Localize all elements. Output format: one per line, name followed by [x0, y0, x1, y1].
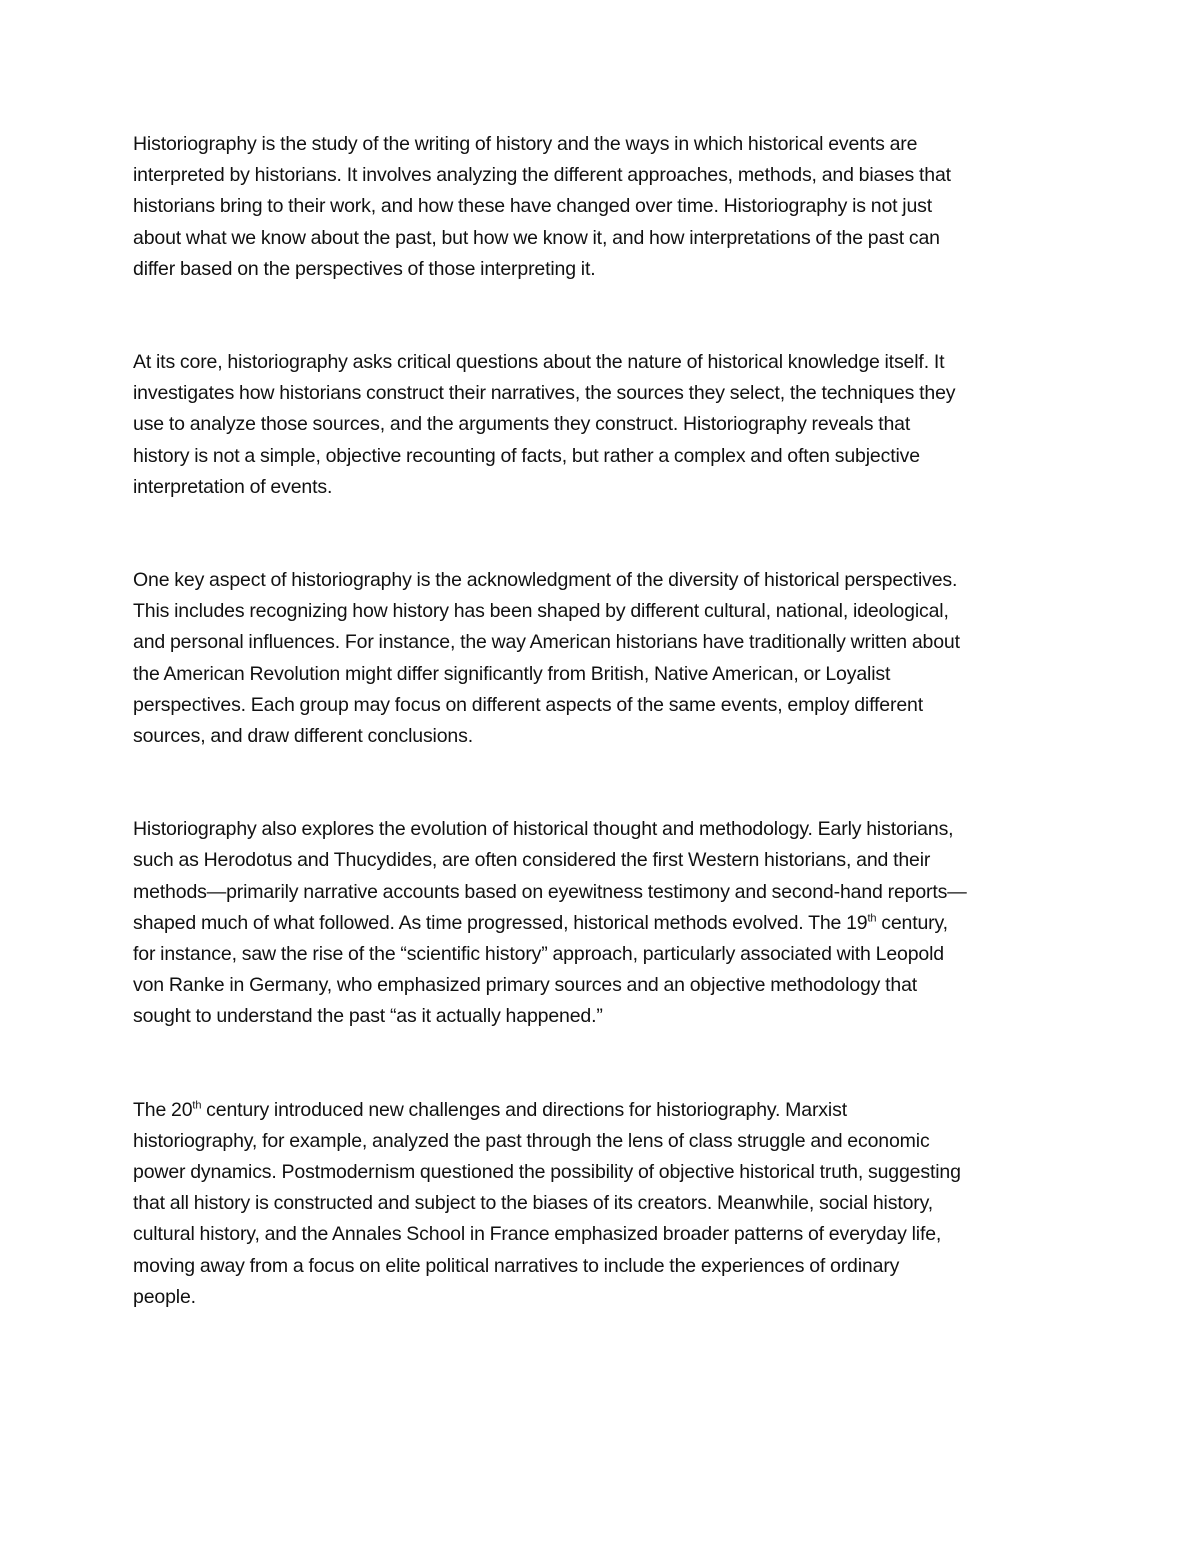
paragraph-4-text-before: Historiography also explores the evolution of historical thought and methodology. Early historians, such as Herodotus and Thucydides, are often considered the first Western historians, and their methods—primarily narrative accounts based on eyewitness testimony and second-hand reports—shaped much of what followed. As time progressed, historical methods evolved. The 19	[133, 818, 967, 934]
document-body	[133, 129, 967, 1313]
paragraph-spacer	[133, 1033, 967, 1095]
paragraph-4	[133, 814, 967, 1032]
paragraph-1: Historiography is the study of the writing of history and the ways in which historical events are interpreted by historians. It involves analyzing the different approaches, methods, and biases that historians bring to their work, and how these have changed over time. Historiography is not just about what we know about the past, but how we know it, and how interpretations of the past can differ based on the perspectives of those interpreting it.	[133, 133, 951, 280]
paragraph-4-text-after: century, for instance, saw the rise of the “scientific history” approach, particularly associated with Leopold von Ranke in Germany, who emphasized primary sources and an objective methodology that sought to understand the past “as it actually happened.”	[133, 911, 948, 1028]
paragraph-2: At its core, historiography asks critical questions about the nature of historical knowledge itself. It investigates how historians construct their narratives, the sources they select, the techniques they use to analyze those sources, and the arguments they construct. Historiography reveals that history is not a simple, objective recounting of facts, but rather a complex and often subjective interpretation of events.	[133, 351, 956, 498]
paragraph-spacer	[133, 752, 967, 814]
paragraph-5	[133, 1095, 967, 1313]
paragraph-spacer	[133, 503, 967, 565]
paragraph-spacer	[133, 285, 967, 347]
ordinal-superscript: th	[192, 1099, 202, 1112]
paragraph-5-text-before: The 20	[133, 1098, 193, 1121]
paragraph-5-text-after: century introduced new challenges and directions for historiography. Marxist historiography, for example, analyzed the past through the lens of class struggle and economic power dynamics. Postmodernism questioned the possibility of objective historical truth, suggesting that all history is constructed and subject to the biases of its creators. Meanwhile, social history, cultural history, and the Annales School in France emphasized broader patterns of everyday life, moving away from a focus on elite political narratives to include the experiences of ordinary people.	[133, 1098, 961, 1308]
ordinal-superscript: th	[867, 912, 877, 925]
paragraph-3: One key aspect of historiography is the acknowledgment of the diversity of historical perspectives. This includes recognizing how history has been shaped by different cultural, national, ideological, and personal influences. For instance, the way American historians have traditionally written about the American Revolution might differ significantly from British, Native American, or Loyalist perspectives. Each group may focus on different aspects of the same events, employ different sources, and draw different conclusions.	[133, 569, 960, 748]
